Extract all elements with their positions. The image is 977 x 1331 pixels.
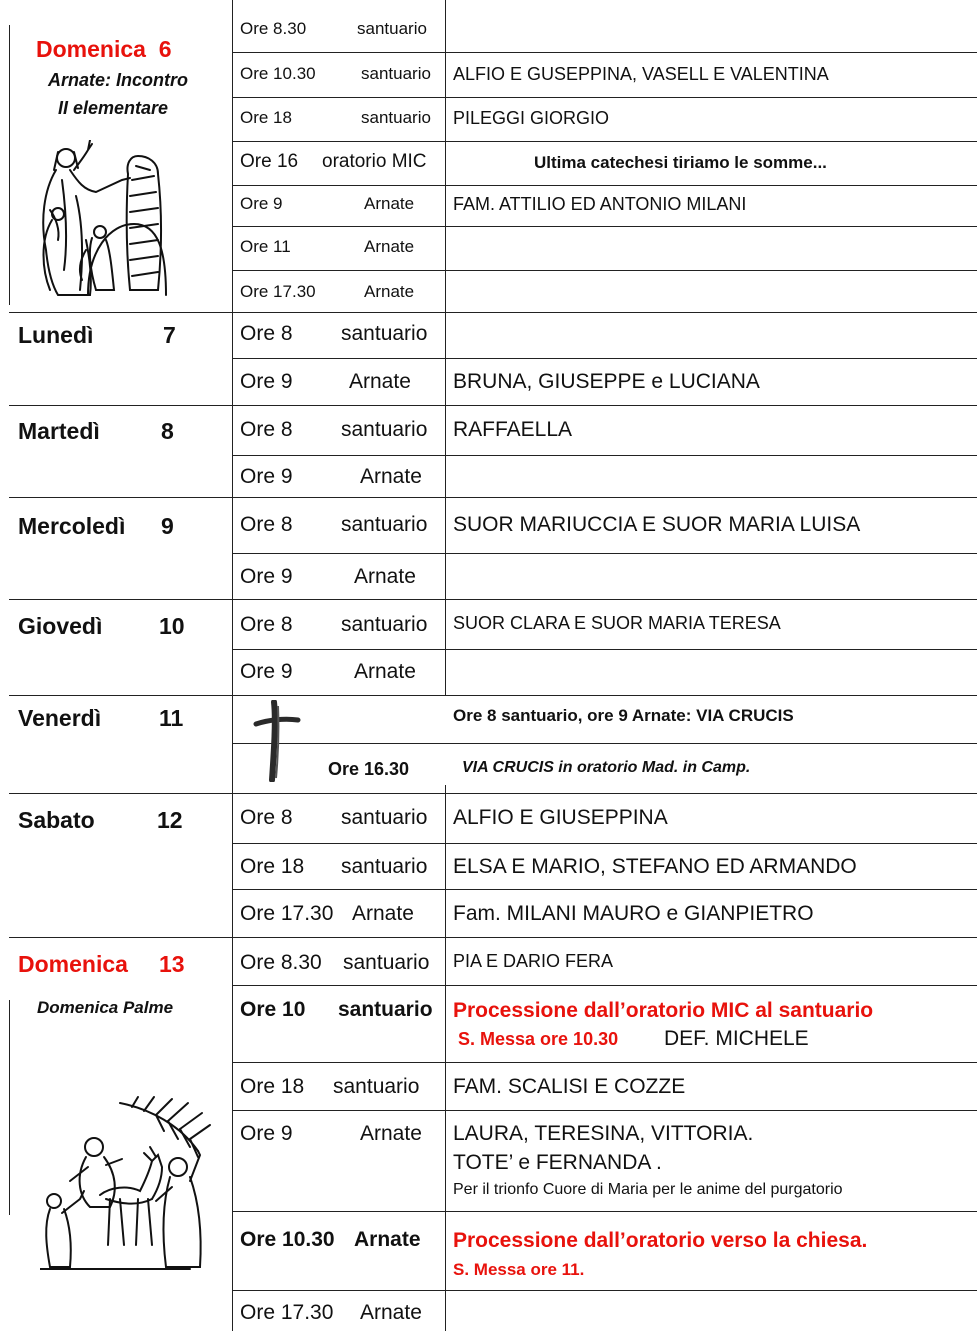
intention: Processione dall’oratorio MIC al santuario xyxy=(453,999,874,1022)
mass-time: Ore 8 xyxy=(240,322,293,345)
mass-time: Ore 9 xyxy=(240,1122,293,1145)
intention: ELSA E MARIO, STEFANO ED ARMANDO xyxy=(453,855,857,878)
mass-time: Ore 18 xyxy=(240,1075,305,1098)
row-line xyxy=(232,889,977,890)
mass-time: Ore 8 xyxy=(240,613,293,636)
mass-time: Ore 8 xyxy=(240,806,293,829)
day-domenica-13-num: 13 xyxy=(159,951,185,977)
intention: Ore 8 santuario, ore 9 Arnate: VIA CRUCIS xyxy=(453,706,794,725)
wooden-cross-icon xyxy=(252,700,302,782)
mass-place: Arnate xyxy=(352,902,414,925)
mass-place: Arnate xyxy=(360,1301,422,1324)
row-line xyxy=(232,358,977,359)
day-martedi: Martedì xyxy=(18,418,100,444)
day-subtitle: Arnate: Incontro xyxy=(48,70,189,90)
intention: TOTE’ e FERNANDA . xyxy=(453,1151,662,1174)
mass-time: Ore 18 xyxy=(240,108,292,127)
row-line xyxy=(232,52,977,53)
row-line xyxy=(232,270,977,271)
mass-place: santuario xyxy=(338,998,433,1021)
intention: Fam. MILANI MAURO e GIANPIETRO xyxy=(453,902,814,925)
mass-place: santuario xyxy=(333,1075,420,1098)
mass-time: Ore 9 xyxy=(240,660,293,683)
intention: SUOR MARIUCCIA E SUOR MARIA LUISA xyxy=(453,513,861,536)
row-line xyxy=(9,937,977,938)
row-line xyxy=(232,1211,977,1212)
day-venerdi: Venerdì xyxy=(18,705,102,731)
intention: SUOR CLARA E SUOR MARIA TERESA xyxy=(453,613,781,633)
mass-place: Arnate xyxy=(349,370,411,393)
mass-place: Arnate xyxy=(364,194,415,213)
intention: VIA CRUCIS in oratorio Mad. in Camp. xyxy=(462,759,751,776)
row-line xyxy=(232,1110,977,1111)
row-line xyxy=(9,793,977,794)
day-giovedi-num: 10 xyxy=(159,613,185,639)
mass-time: Ore 10.30 xyxy=(240,1228,335,1251)
row-line xyxy=(232,97,977,98)
mass-time: Ore 10.30 xyxy=(240,64,316,83)
mass-time: Ore 9 xyxy=(240,194,283,213)
mass-place: santuario xyxy=(341,613,428,636)
mass-place: santuario xyxy=(343,951,430,974)
day-subtitle: Domenica Palme xyxy=(37,998,174,1017)
day-giovedi: Giovedì xyxy=(18,613,103,639)
mass-place: santuario xyxy=(341,322,428,345)
mass-time: Ore 8 xyxy=(240,513,293,536)
lazarus-illustration-icon xyxy=(30,140,170,300)
intention: Per il trionfo Cuore di Maria per le anime del purgatorio xyxy=(453,1181,843,1198)
intention: FAM. SCALISI E COZZE xyxy=(453,1075,686,1098)
mass-time: Ore 17.30 xyxy=(240,902,334,925)
mass-time: Ore 8.30 xyxy=(240,19,307,38)
day-sabato: Sabato xyxy=(18,807,95,833)
mass-time: Ore 9 xyxy=(240,370,293,393)
row-line xyxy=(9,497,977,498)
mass-time: Ore 9 xyxy=(240,465,293,488)
mass-time: Ore 10 xyxy=(240,998,306,1021)
intention: Processione dall’oratorio verso la chiesa. xyxy=(453,1229,868,1252)
palm-sunday-illustration-icon xyxy=(40,1095,220,1275)
row-line xyxy=(232,1062,977,1063)
mass-time: Ore 18 xyxy=(240,855,305,878)
row-line xyxy=(232,553,977,554)
col-divider-mid-top xyxy=(445,0,446,695)
day-martedi-num: 8 xyxy=(161,418,174,444)
row-line xyxy=(9,312,977,313)
mass-place: Arnate xyxy=(360,465,422,488)
intention: ALFIO E GIUSEPPINA xyxy=(453,806,668,829)
intention: BRUNA, GIUSEPPE e LUCIANA xyxy=(453,370,760,393)
mass-place: santuario xyxy=(341,513,428,536)
row-line xyxy=(232,185,977,186)
mass-place: Arnate xyxy=(354,565,416,588)
mass-time: Ore 11 xyxy=(240,237,291,256)
day-lunedi: Lunedì xyxy=(18,322,94,348)
mass-place: Arnate xyxy=(360,1122,422,1145)
mass-place: santuario xyxy=(361,64,431,83)
mass-time: Ore 9 xyxy=(240,565,293,588)
row-line xyxy=(232,226,977,227)
row-line xyxy=(232,455,977,456)
mass-place: Arnate xyxy=(354,1228,421,1251)
row-line xyxy=(232,843,977,844)
mass-place: Arnate xyxy=(364,282,415,301)
row-line xyxy=(232,141,977,142)
col-divider-left xyxy=(232,0,233,1331)
left-border-top xyxy=(9,25,10,305)
col-divider-mid-bottom xyxy=(445,785,446,1331)
day-subtitle: II elementare xyxy=(58,98,169,118)
mass-time: Ore 8 xyxy=(240,418,293,441)
mass-place: santuario xyxy=(361,108,431,127)
intention: PILEGGI GIORGIO xyxy=(453,108,610,128)
intention: ALFIO E GUSEPPINA, VASELL E VALENTINA xyxy=(453,64,829,84)
mass-time: Ore 8.30 xyxy=(240,951,322,974)
mass-place: Arnate xyxy=(364,237,415,256)
intention: S. Messa ore 11. xyxy=(453,1260,585,1279)
mass-time: Ore 16.30 xyxy=(328,759,410,779)
mass-place: oratorio MIC xyxy=(322,151,427,172)
row-line xyxy=(9,695,977,696)
mass-time: Ore 17.30 xyxy=(240,1301,334,1324)
mass-place: santuario xyxy=(341,855,428,878)
day-sabato-num: 12 xyxy=(157,807,183,833)
day-domenica-6: Domenica 6 xyxy=(36,36,172,62)
intention: LAURA, TERESINA, VITTORIA. xyxy=(453,1122,754,1145)
row-line xyxy=(232,985,977,986)
mass-place: santuario xyxy=(357,19,427,38)
row-line xyxy=(232,743,977,744)
left-border-bottom xyxy=(9,1000,10,1215)
row-line xyxy=(9,599,977,600)
intention: S. Messa ore 10.30 xyxy=(458,1029,619,1049)
mass-place: santuario xyxy=(341,806,428,829)
day-mercoledi: Mercoledì xyxy=(18,513,126,539)
mass-time: Ore 16 xyxy=(240,151,299,172)
day-mercoledi-num: 9 xyxy=(161,513,174,539)
intention: RAFFAELLA xyxy=(453,418,573,441)
intention: FAM. ATTILIO ED ANTONIO MILANI xyxy=(453,194,747,214)
day-lunedi-num: 7 xyxy=(163,322,176,348)
intention: Ultima catechesi tiriamo le somme... xyxy=(534,153,827,172)
intention: DEF. MICHELE xyxy=(664,1027,809,1050)
day-venerdi-num: 11 xyxy=(159,705,184,731)
mass-place: Arnate xyxy=(354,660,416,683)
day-domenica-13: Domenica xyxy=(18,951,128,977)
row-line xyxy=(232,649,977,650)
mass-place: santuario xyxy=(341,418,428,441)
row-line xyxy=(232,1290,977,1291)
row-line xyxy=(9,405,977,406)
mass-time: Ore 17.30 xyxy=(240,282,316,301)
intention: PIA E DARIO FERA xyxy=(453,951,614,971)
